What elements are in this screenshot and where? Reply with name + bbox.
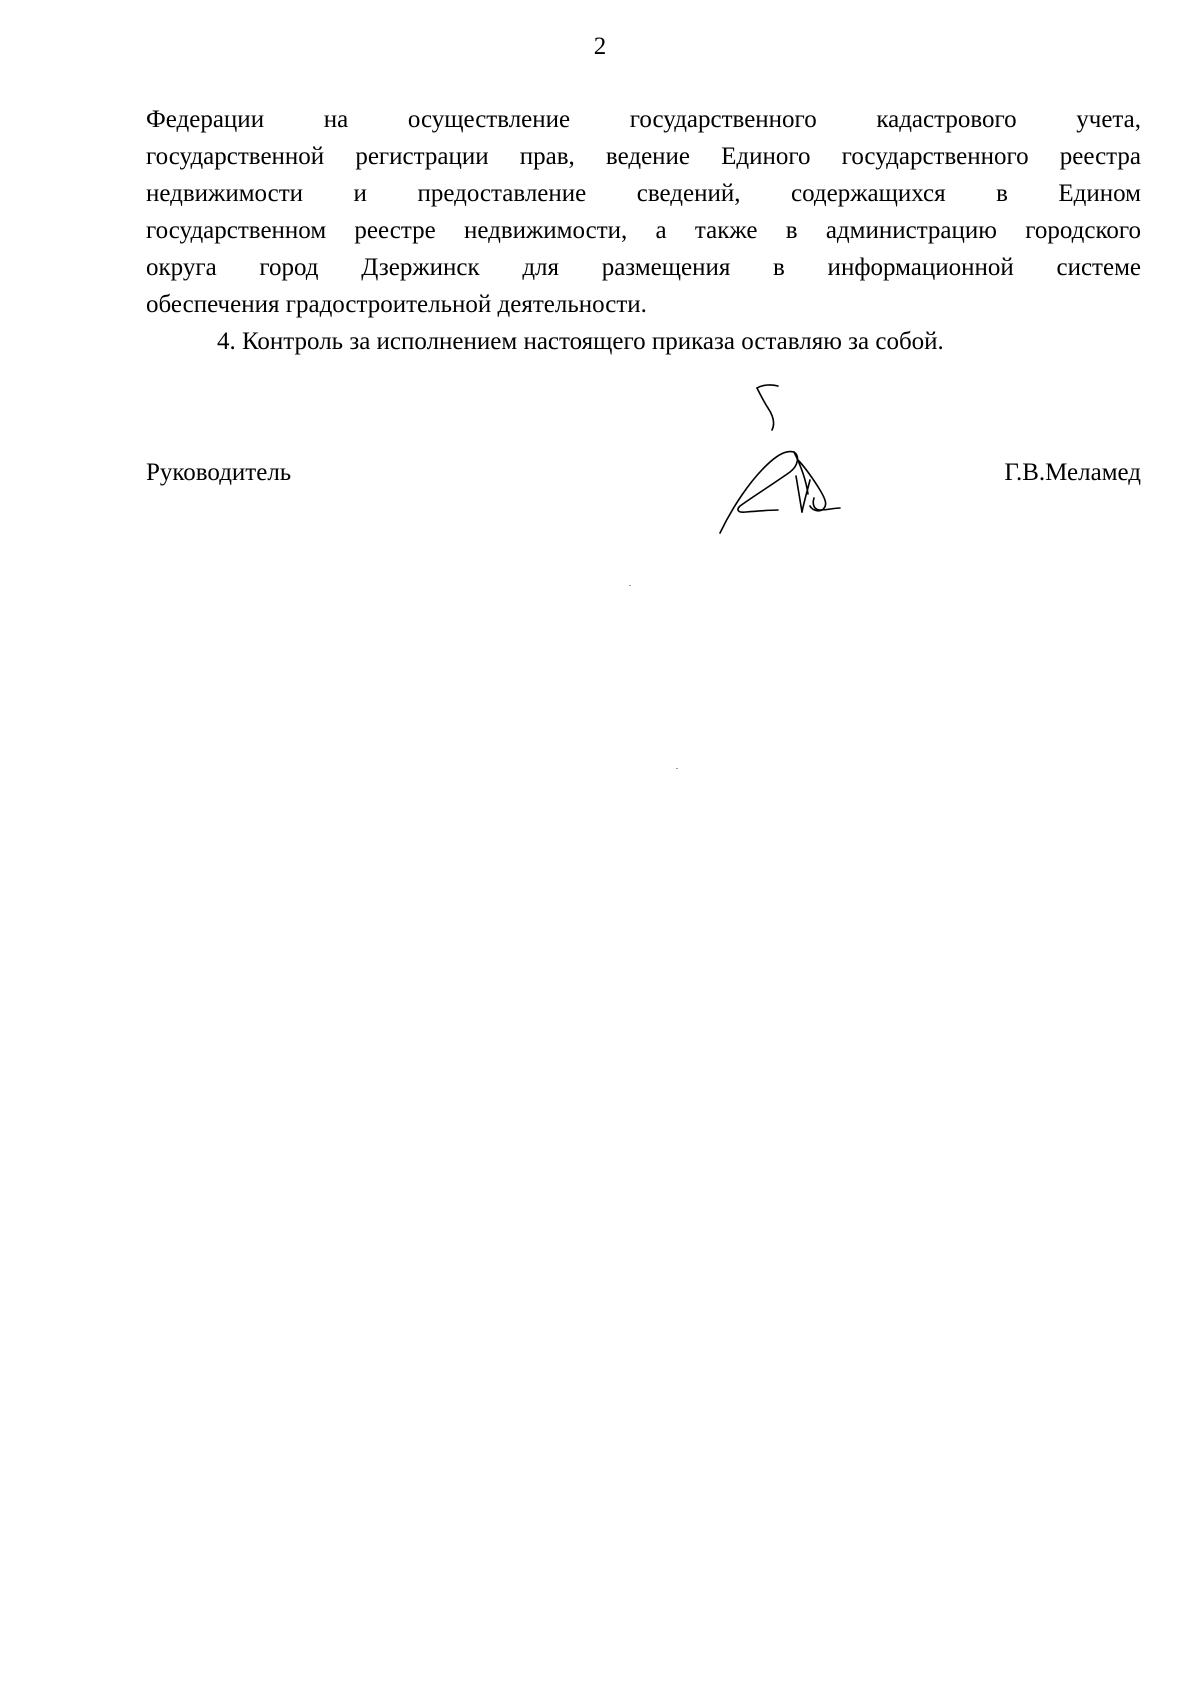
paragraph-line: обеспечения градостроительной деятельности. [146,291,647,318]
paragraph-line: недвижимости и предоставление сведений, содержащихся в Едином [146,180,1141,207]
paragraph-line: округа город Дзержинск для размещения в информационной системе [146,254,1141,281]
paragraph-line: государственной регистрации прав, ведение Единого государственного реестра [146,143,1141,170]
signature-block [146,458,1141,498]
handwritten-signature [710,380,860,540]
continuation-paragraph [146,101,1141,323]
item-4-control-clause: 4. Контроль за исполнением настоящего приказа оставляю за собой. [217,328,944,355]
position-title: Руководитель [146,459,292,486]
paragraph-line: Федерации на осуществление государственного кадастрового учета, [146,106,1141,133]
scan-speck [629,585,631,586]
document-body [146,101,1141,360]
paragraph-line: государственном реестре недвижимости, а также в администрацию городского [146,217,1141,244]
signer-name: Г.В.Меламед [1004,459,1141,486]
page-number: 2 [593,33,607,60]
scan-speck [676,768,678,769]
